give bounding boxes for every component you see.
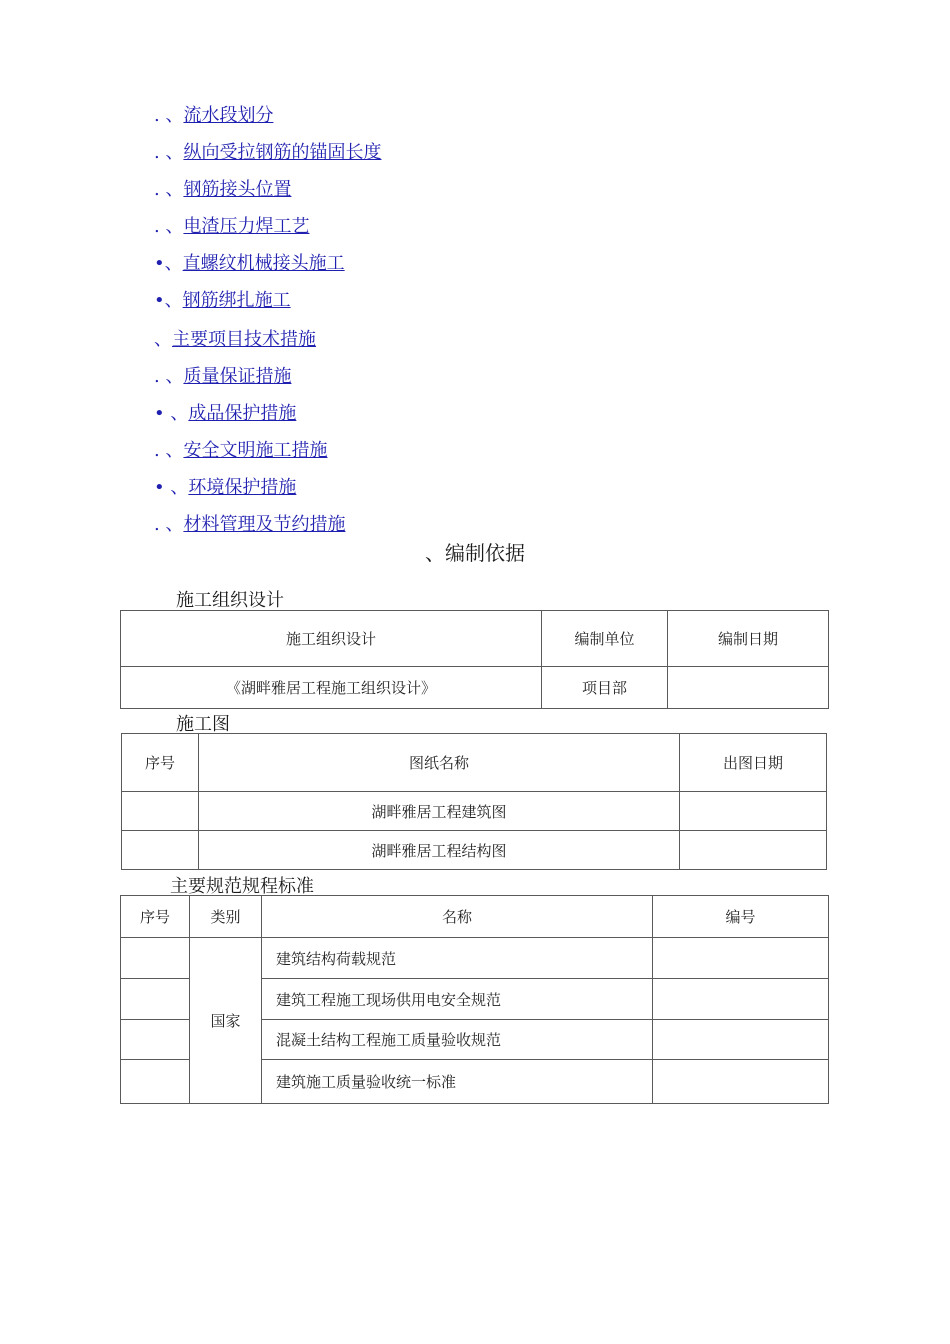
- toc-link[interactable]: • 、环境保护措施: [154, 477, 297, 498]
- header-cell: 编制日期: [668, 611, 829, 667]
- drawings-heading: 施工图: [176, 714, 230, 735]
- table-cell: 湖畔雅居工程结构图: [199, 831, 680, 870]
- section-title: 、编制依据: [425, 541, 525, 565]
- toc-link[interactable]: . 、安全文明施工措施: [154, 440, 328, 461]
- table-cell: [680, 831, 827, 870]
- toc-link[interactable]: . 、材料管理及节约措施: [154, 514, 346, 535]
- toc-link[interactable]: 、主要项目技术措施: [154, 329, 316, 350]
- toc-link[interactable]: . 、流水段划分: [154, 105, 274, 126]
- table-header-row: [122, 734, 827, 792]
- table-cell: [653, 1060, 829, 1104]
- toc-link[interactable]: •、直螺纹机械接头施工: [154, 253, 345, 274]
- table-cell: [121, 979, 190, 1020]
- toc-link[interactable]: • 、成品保护措施: [154, 403, 297, 424]
- header-cell: 编号: [653, 896, 829, 938]
- table-header-row: [121, 896, 829, 938]
- table-cell: [121, 1060, 190, 1104]
- table-cell: 《湖畔雅居工程施工组织设计》: [121, 667, 542, 709]
- table-cell: 混凝土结构工程施工质量验收规范: [262, 1020, 653, 1060]
- design-heading: 施工组织设计: [176, 590, 284, 611]
- category-cell: 国家: [190, 938, 262, 1104]
- table-cell: [121, 1020, 190, 1060]
- design-table: [120, 610, 829, 709]
- table-cell: [653, 979, 829, 1020]
- header-cell: 名称: [262, 896, 653, 938]
- table-row: [121, 667, 829, 709]
- toc-link[interactable]: •、钢筋绑扎施工: [154, 290, 291, 311]
- standards-table: [120, 895, 829, 1104]
- table-cell: [122, 831, 199, 870]
- table-cell: 建筑施工质量验收统一标准: [262, 1060, 653, 1104]
- table-row: [122, 831, 827, 870]
- table-cell: [680, 792, 827, 831]
- table-row: [121, 938, 829, 979]
- table-cell: 湖畔雅居工程建筑图: [199, 792, 680, 831]
- header-cell: 施工组织设计: [121, 611, 542, 667]
- toc-link[interactable]: . 、电渣压力焊工艺: [154, 216, 310, 237]
- table-row: [122, 792, 827, 831]
- standards-heading: 主要规范规程标准: [170, 876, 314, 897]
- table-cell: 建筑工程施工现场供用电安全规范: [262, 979, 653, 1020]
- drawings-table: [121, 733, 827, 870]
- toc-link[interactable]: . 、纵向受拉钢筋的锚固长度: [154, 142, 382, 163]
- table-cell: 建筑结构荷载规范: [262, 938, 653, 979]
- table-cell: [121, 938, 190, 979]
- header-cell: 序号: [122, 734, 199, 792]
- header-cell: 类别: [190, 896, 262, 938]
- header-cell: 序号: [121, 896, 190, 938]
- table-header-row: [121, 611, 829, 667]
- table-cell: [668, 667, 829, 709]
- toc-link[interactable]: . 、质量保证措施: [154, 366, 292, 387]
- header-cell: 编制单位: [542, 611, 668, 667]
- toc-link[interactable]: . 、钢筋接头位置: [154, 179, 292, 200]
- table-cell: [653, 938, 829, 979]
- table-cell: [122, 792, 199, 831]
- table-cell: [653, 1020, 829, 1060]
- header-cell: 出图日期: [680, 734, 827, 792]
- table-cell: 项目部: [542, 667, 668, 709]
- header-cell: 图纸名称: [199, 734, 680, 792]
